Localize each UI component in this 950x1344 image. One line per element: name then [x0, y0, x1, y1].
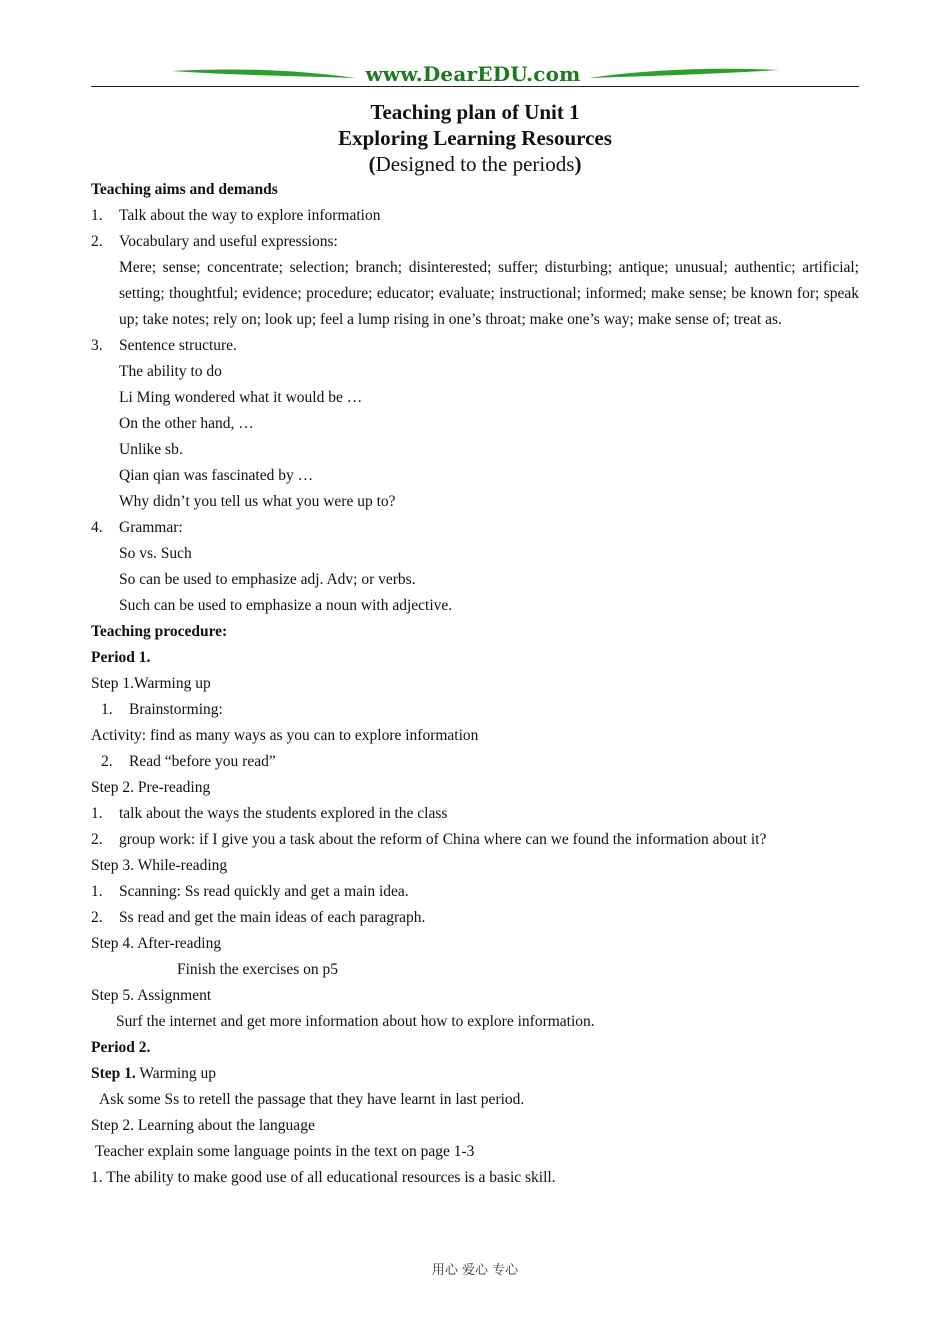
title-block	[91, 99, 859, 177]
procedure-heading: Teaching procedure:	[91, 623, 228, 640]
list-number: 2.	[91, 233, 103, 250]
list-item	[91, 905, 859, 931]
list-text: Vocabulary and useful expressions:	[119, 233, 338, 250]
list-item	[91, 801, 859, 827]
title-line-2: Exploring Learning Resources	[338, 126, 612, 150]
list-text: Scanning: Ss read quickly and get a main idea.	[119, 883, 409, 900]
site-logo: www.DearEDU.com	[365, 62, 581, 86]
list-text: Read “before you read”	[129, 753, 276, 770]
list-text: Ss read and get the main ideas of each paragraph.	[119, 909, 426, 926]
sentence-line: Qian qian was fascinated by …	[119, 467, 314, 484]
step-heading: Step 2. Pre-reading	[91, 779, 211, 796]
grammar-line: So can be used to emphasize adj. Adv; or verbs.	[119, 571, 416, 588]
period-2-heading: Period 2.	[91, 1039, 151, 1056]
header-rule	[91, 86, 859, 87]
list-number: 4.	[91, 519, 103, 536]
grammar-line: So vs. Such	[119, 545, 192, 562]
list-text: group work: if I give you a task about the reform of China where can we found the information about it?	[119, 831, 767, 848]
close-paren: )	[574, 152, 582, 176]
list-item	[91, 333, 859, 359]
title-line-3	[91, 151, 859, 177]
list-text: Talk about the way to explore information	[119, 207, 381, 224]
activity-line: Activity: find as many ways as you can to explore information	[91, 727, 479, 744]
list-number: 2.	[91, 909, 103, 926]
aims-heading: Teaching aims and demands	[91, 181, 278, 198]
title-line-1: Teaching plan of Unit 1	[370, 100, 580, 124]
list-number: 1.	[91, 883, 103, 900]
list-item	[91, 229, 859, 255]
sentence-line: Unlike sb.	[119, 441, 183, 458]
sentence-line: The ability to do	[119, 363, 222, 380]
step-detail: Teacher explain some language points in the text on page 1-3	[95, 1143, 475, 1160]
step-heading: Step 2. Learning about the language	[91, 1117, 315, 1134]
step-heading: Step 4. After-reading	[91, 935, 222, 952]
sentence-line: Li Ming wondered what it would be …	[119, 389, 363, 406]
list-text: Sentence structure.	[119, 337, 237, 354]
sentence-line: On the other hand, …	[119, 415, 254, 432]
list-item	[91, 515, 859, 541]
page-footer: 用心 爱心 专心	[431, 1263, 519, 1278]
list-number: 2.	[101, 753, 113, 770]
step-detail: Finish the exercises on p5	[177, 961, 339, 978]
list-item	[91, 203, 859, 229]
right-swoosh-icon	[589, 66, 779, 82]
list-item	[91, 749, 859, 775]
list-item	[91, 879, 859, 905]
step-heading	[91, 1061, 859, 1087]
document-body	[91, 177, 859, 1191]
list-text: Brainstorming:	[129, 701, 223, 718]
step-detail: Surf the internet and get more information about how to explore information.	[116, 1013, 595, 1030]
period-1-heading: Period 1.	[91, 649, 151, 666]
step-detail: Ask some Ss to retell the passage that they have learnt in last period.	[99, 1091, 525, 1108]
list-text: Grammar:	[119, 519, 183, 536]
step-heading: Step 1.Warming up	[91, 675, 211, 692]
subtitle-text: Designed to the periods	[375, 152, 575, 176]
left-swoosh-icon	[171, 66, 356, 82]
list-number: 1.	[91, 805, 103, 822]
list-item	[91, 697, 859, 723]
list-number: 3.	[91, 337, 103, 354]
list-number: 1.	[91, 207, 103, 224]
step-label: Step 1.	[91, 1065, 136, 1082]
step-heading: Step 5. Assignment	[91, 987, 212, 1004]
page-header	[91, 62, 859, 90]
open-paren: (	[368, 152, 376, 176]
grammar-line: Such can be used to emphasize a noun with adjective.	[119, 597, 453, 614]
step-text: Warming up	[135, 1065, 217, 1082]
list-text: talk about the ways the students explored in the class	[119, 805, 448, 822]
sentence-line: Why didn’t you tell us what you were up to?	[119, 493, 396, 510]
list-item	[91, 827, 859, 853]
list-number: 1.	[101, 701, 113, 718]
step-heading: Step 3. While-reading	[91, 857, 228, 874]
vocabulary-list: Mere; sense; concentrate; selection; branch; disinterested; suffer; disturbing; antique; unusual; authentic; artificial; setting; thoughtful; evidence; procedure; educator; evaluate; instructional; informed; make sense; be known for; speak up; take notes; rely on; look up; feel a lump rising in one’s throat; make one’s way; make sense of; treat as.	[119, 259, 859, 328]
language-point: 1. The ability to make good use of all educational resources is a basic skill.	[91, 1169, 556, 1186]
list-number: 2.	[91, 831, 103, 848]
